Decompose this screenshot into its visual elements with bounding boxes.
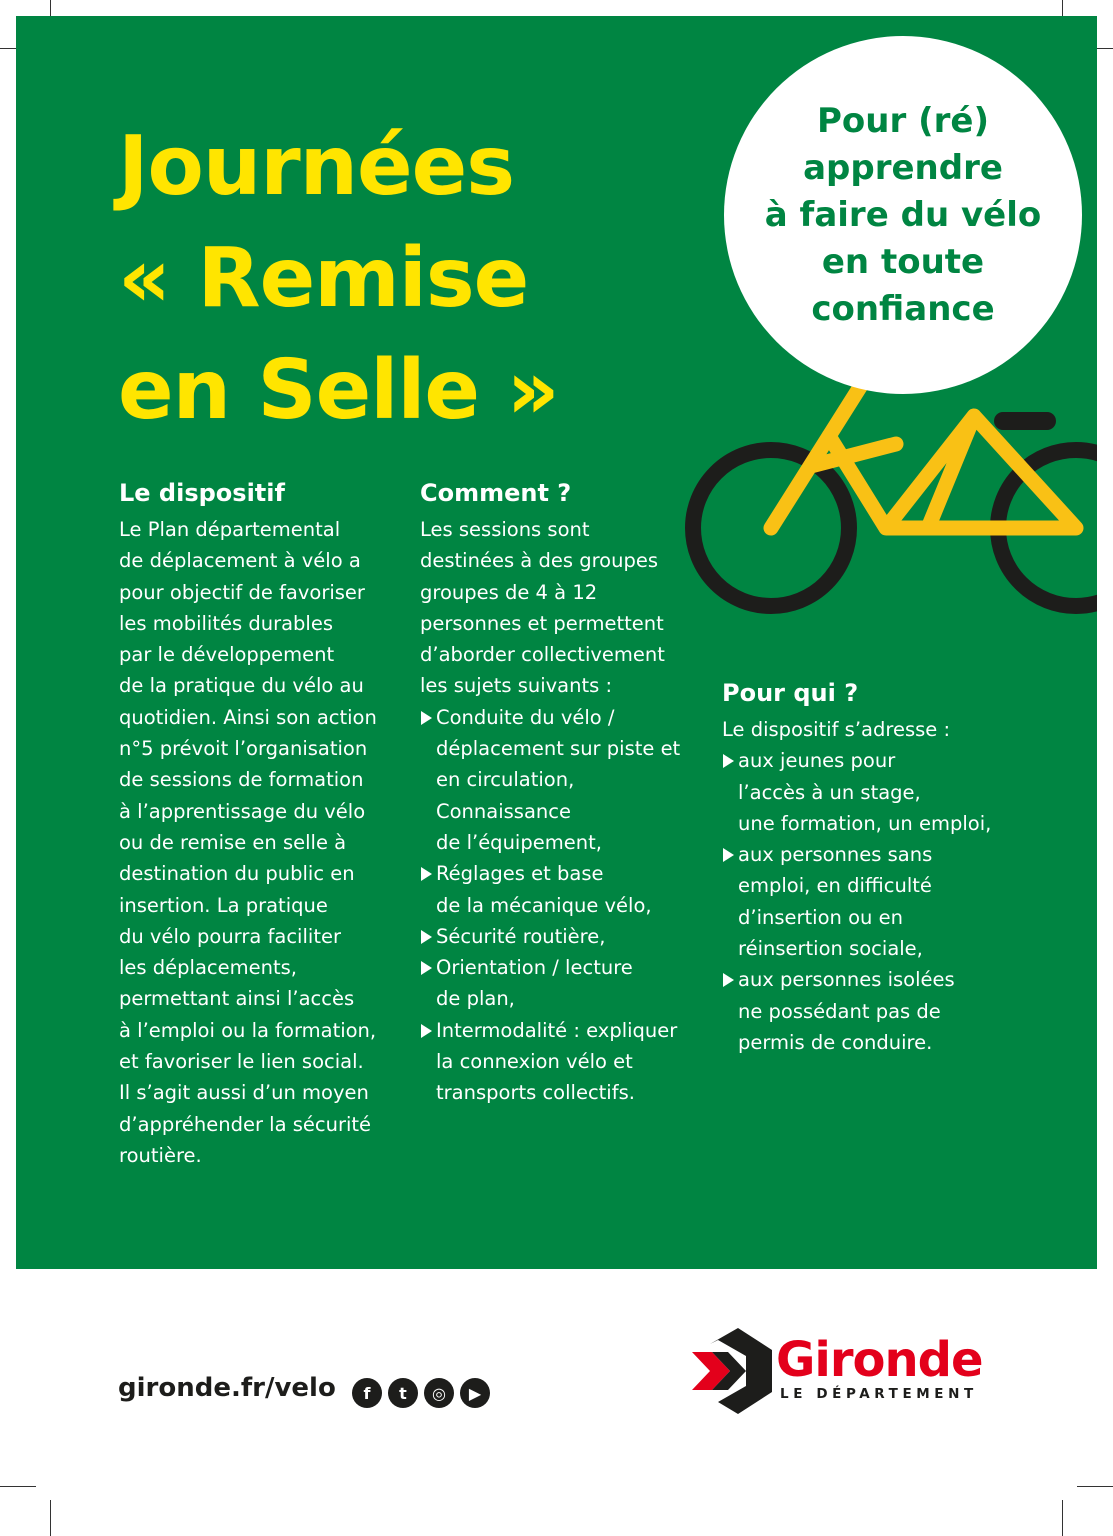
text-line: Le Plan départemental	[119, 518, 341, 541]
text-line: de la pratique du vélo au	[119, 674, 364, 698]
text-line: réinsertion sociale,	[738, 937, 923, 961]
text-line: emploi, en difficulté	[738, 874, 932, 898]
column-pour-qui	[722, 678, 991, 1058]
text-line: pour objectif de favoriser	[119, 580, 365, 604]
text-line: destinées à des groupes	[420, 549, 658, 573]
tagline-line: en toute	[821, 241, 985, 282]
text-line: par le développement	[119, 643, 335, 667]
text-line: de la mécanique vélo,	[436, 893, 652, 917]
text-line: les déplacements,	[119, 956, 297, 980]
text-line: de déplacement à vélo a	[119, 549, 361, 573]
green-panel	[16, 16, 1097, 1269]
text-line: permettant ainsi l’accès	[119, 987, 355, 1011]
bullet-item: aux personnes isolées	[722, 964, 991, 995]
text-line: destination du public en	[119, 862, 355, 886]
title-line: en Selle »	[118, 343, 559, 438]
logo-name: Gironde	[776, 1332, 983, 1388]
instagram-icon[interactable]: ◎	[424, 1378, 454, 1408]
text-line: en circulation,	[436, 768, 575, 792]
bullet-item: Réglages et base	[420, 858, 680, 889]
text-line: à l’emploi ou la formation,	[119, 1018, 377, 1042]
text-line: quotidien. Ainsi son action	[119, 705, 377, 729]
tagline-line: à faire du vélo	[764, 194, 1042, 235]
heading-dispositif: Le dispositif	[119, 479, 285, 507]
twitter-icon[interactable]: t	[388, 1378, 418, 1408]
facebook-icon[interactable]: f	[352, 1378, 382, 1408]
text-line: routière.	[119, 1143, 202, 1167]
bullet-item: Sécurité routière,	[420, 921, 680, 952]
text-line: d’insertion ou en	[738, 905, 903, 929]
text-line: les sujets suivants :	[420, 674, 613, 698]
text-line: de l’équipement,	[436, 830, 602, 854]
bullet-item: Orientation / lecture	[420, 952, 680, 983]
column-dispositif	[119, 478, 377, 1171]
tagline-text	[765, 98, 1041, 333]
text-line: la connexion vélo et	[436, 1050, 633, 1074]
website-link[interactable]: gironde.fr/velo	[118, 1373, 336, 1403]
text-line: à l’apprentissage du vélo	[119, 799, 366, 823]
text-line: permis de conduire.	[738, 1030, 933, 1054]
text-line: insertion. La pratique	[119, 893, 328, 917]
crop-mark	[0, 1486, 36, 1487]
text-line: ou de remise en selle à	[119, 830, 347, 854]
text-line: ne possédant pas de	[738, 999, 941, 1023]
text-line: une formation, un emploi,	[738, 811, 992, 835]
tagline-line: confiance	[811, 288, 995, 329]
bullet-item: Conduite du vélo /	[420, 702, 680, 733]
text-line: de plan,	[436, 987, 515, 1011]
text-line: d’aborder collectivement	[420, 643, 665, 667]
crop-mark	[1062, 1500, 1063, 1536]
text-line: l’accès à un stage,	[738, 780, 921, 804]
bullet-item: aux jeunes pour	[722, 745, 991, 776]
logo-subtitle: LE DÉPARTEMENT	[780, 1386, 978, 1402]
text-line: les mobilités durables	[119, 611, 333, 635]
crop-mark	[1077, 1486, 1113, 1487]
crop-mark	[50, 1500, 51, 1536]
youtube-icon[interactable]: ▶	[460, 1378, 490, 1408]
gironde-logo-mark-icon	[688, 1326, 778, 1421]
bullet-item: Intermodalité : expliquer	[420, 1015, 680, 1046]
text-line: groupes de 4 à 12	[420, 580, 598, 604]
text-line: du vélo pourra faciliter	[119, 924, 341, 948]
page-title	[118, 111, 559, 447]
heading-comment: Comment ?	[420, 479, 572, 507]
title-line: « Remise	[118, 231, 529, 326]
bullet-item: aux personnes sans	[722, 839, 991, 870]
text-line: Le dispositif s’adresse :	[722, 718, 951, 741]
text-line: n°5 prévoit l’organisation	[119, 737, 368, 761]
text-line: Les sessions sont	[420, 518, 590, 541]
text-line: transports collectifs.	[436, 1081, 635, 1105]
tagline-line: Pour (ré)	[816, 100, 989, 141]
social-icons	[352, 1378, 490, 1408]
gironde-logo	[688, 1326, 1008, 1421]
tagline-bubble	[724, 36, 1082, 394]
title-line: Journées	[118, 119, 515, 214]
text-line: personnes et permettent	[420, 611, 664, 635]
text-line: Connaissance	[436, 799, 571, 823]
text-line: d’appréhender la sécurité	[119, 1112, 372, 1136]
text-line: Il s’agit aussi d’un moyen	[119, 1081, 369, 1105]
heading-pour-qui: Pour qui ?	[722, 679, 859, 707]
text-line: de sessions de formation	[119, 768, 364, 792]
column-comment	[420, 478, 680, 1109]
bike-saddle	[994, 412, 1056, 430]
text-line: et favoriser le lien social.	[119, 1050, 364, 1074]
tagline-line: apprendre	[803, 147, 1003, 188]
text-line: déplacement sur piste et	[436, 737, 681, 761]
